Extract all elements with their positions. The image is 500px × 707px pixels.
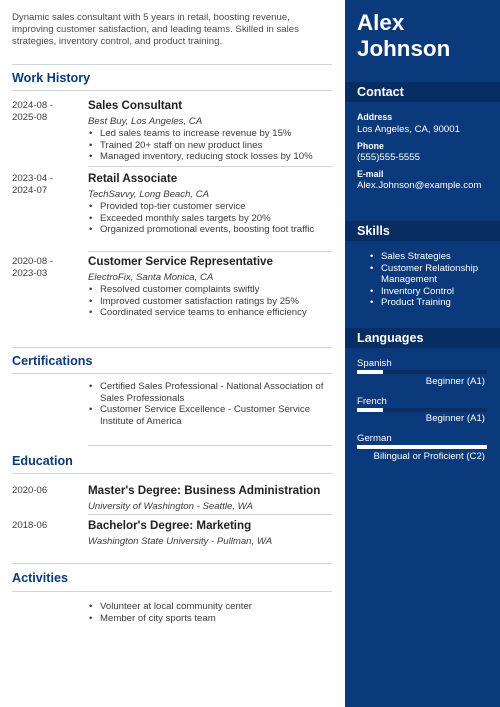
job-company: Best Buy, Los Angeles, CA [88, 116, 203, 127]
divider [12, 563, 332, 564]
list-item: • Certified Sales Professional - National Association of Sales Professionals [100, 381, 332, 404]
list-item: • Managed inventory, reducing stock losses by 10% [100, 151, 332, 163]
address-label: Address [357, 112, 393, 122]
first-name: Alex [357, 10, 405, 35]
language-level-bar [357, 408, 487, 412]
address-value: Los Angeles, CA, 90001 [357, 124, 460, 135]
contact-heading: Contact [357, 85, 404, 99]
skills-header [345, 221, 500, 241]
job-title: Retail Associate [88, 172, 178, 185]
job-bullets [88, 128, 332, 163]
language-name: French [357, 396, 387, 407]
certifications-heading: Certifications [12, 354, 93, 368]
skill-item: • Product Training [381, 297, 489, 309]
degree-title: Master's Degree: Business Administration [88, 484, 321, 497]
education-date: 2020-06 [12, 485, 48, 496]
email-value[interactable]: Alex.Johnson@example.com [357, 180, 482, 191]
divider [88, 166, 332, 167]
activities-heading: Activities [12, 571, 68, 585]
skill-item: • Inventory Control [381, 286, 489, 298]
language-level-fill [357, 370, 383, 374]
list-item: • Trained 20+ staff on new product lines [100, 140, 332, 152]
language-level-fill [357, 408, 383, 412]
email-label: E-mail [357, 169, 384, 179]
job-bullets [88, 201, 332, 236]
divider [88, 514, 332, 515]
degree-title: Bachelor's Degree: Marketing [88, 519, 252, 532]
education-heading: Education [12, 454, 73, 468]
list-item: • Customer Service Excellence - Customer Service Institute of America [100, 404, 332, 427]
languages-heading: Languages [357, 331, 424, 345]
last-name: Johnson [357, 36, 451, 61]
education-date: 2018-06 [12, 520, 48, 531]
skills-container [369, 251, 489, 309]
sidebar [345, 0, 500, 707]
contact-header [345, 82, 500, 102]
divider [12, 347, 332, 348]
job-date: 2023-04 - 2024-07 [12, 173, 54, 196]
phone-value: (555)555-5555 [357, 152, 420, 163]
list-item: • Member of city sports team [100, 613, 332, 625]
phone-label: Phone [357, 141, 384, 151]
list-item: • Coordinated service teams to enhance efficiency [100, 307, 332, 319]
list-item: • Volunteer at local community center [100, 601, 332, 613]
list-item: • Led sales teams to increase revenue by 15% [100, 128, 332, 140]
list-item: • Organized promotional events, boosting foot traffic [100, 224, 332, 236]
job-date: 2020-08 - 2023-03 [12, 256, 54, 279]
skills-heading: Skills [357, 224, 390, 238]
school-name: Washington State University - Pullman, WA [88, 536, 273, 547]
job-company: ElectroFix, Santa Monica, CA [88, 272, 214, 283]
skill-item: • Sales Strategies [381, 251, 489, 263]
list-item: • Resolved customer complaints swiftly [100, 284, 332, 296]
divider [12, 373, 332, 374]
skills-list [369, 251, 489, 309]
list-item: • Provided top-tier customer service [100, 201, 332, 213]
divider [88, 251, 332, 252]
language-level-bar [357, 445, 487, 449]
school-name: University of Washington - Seattle, WA [88, 501, 253, 512]
divider [12, 64, 332, 65]
divider [12, 90, 332, 91]
divider [12, 591, 332, 592]
job-bullets [88, 284, 332, 319]
list-item: • Improved customer satisfaction ratings by 25% [100, 296, 332, 308]
language-name: German [357, 433, 392, 444]
activities-list [88, 601, 332, 624]
job-title: Customer Service Representative [88, 255, 273, 268]
language-level-bar [357, 370, 487, 374]
language-level: Bilingual or Proficient (C2) [373, 451, 485, 462]
job-company: TechSavvy, Long Beach, CA [88, 189, 210, 200]
language-level: Beginner (A1) [425, 413, 485, 424]
divider [88, 445, 332, 446]
summary-text: Dynamic sales consultant with 5 years in retail, boosting revenue, improving customer satisfaction, and leading teams. Skilled in sales strategies, inventory control, and product training. [12, 12, 299, 47]
language-level: Beginner (A1) [425, 376, 485, 387]
job-title: Sales Consultant [88, 99, 183, 112]
languages-header [345, 328, 500, 348]
list-item: • Exceeded monthly sales targets by 20% [100, 213, 332, 225]
work-history-heading: Work History [12, 71, 91, 85]
language-name: Spanish [357, 358, 392, 369]
certification-list [88, 381, 332, 427]
skill-item: • Customer Relationship Management [381, 263, 489, 286]
divider [12, 473, 332, 474]
candidate-name [357, 10, 450, 62]
language-level-fill [357, 445, 487, 449]
job-date: 2024-08 - 2025-08 [12, 100, 54, 123]
